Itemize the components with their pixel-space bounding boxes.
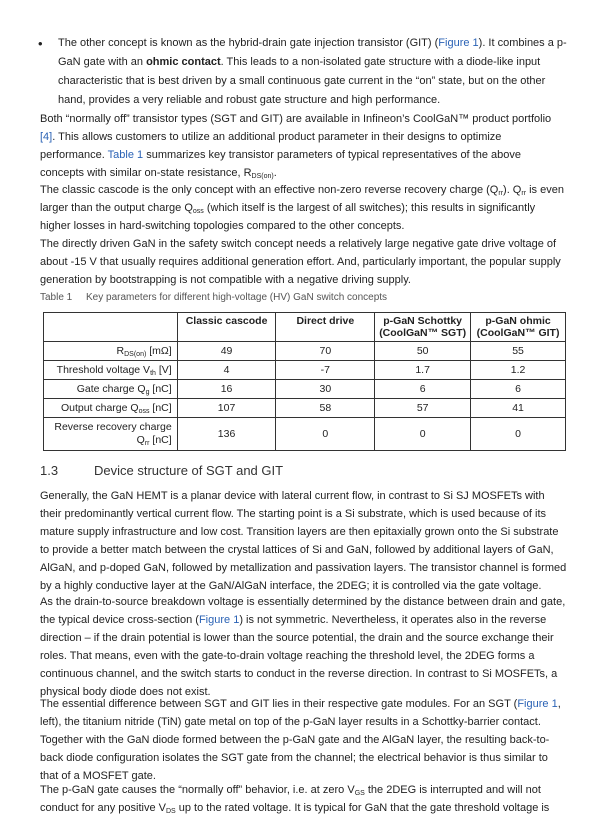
subscript: rr — [498, 190, 504, 197]
text-span: ). It combines a p-GaN gate with an — [58, 37, 567, 68]
table-header-row — [44, 313, 566, 342]
label-text: Q — [136, 434, 145, 446]
row-label-reverse-recovery-charge — [44, 418, 178, 451]
table-row — [44, 342, 566, 361]
table-cell: 1.2 — [471, 361, 566, 380]
label-unit: [mΩ] — [146, 345, 172, 357]
row-label-gate-charge — [44, 380, 178, 399]
figure-1-link[interactable]: Figure 1 — [198, 614, 240, 626]
text-span: . This allows customers to utilize an additional product parameter in their designs to optimize performance. — [40, 131, 502, 161]
label-text: R — [116, 345, 125, 357]
table-cell: 16 — [177, 380, 276, 399]
paragraph-breakdown-voltage — [40, 593, 568, 701]
paragraph-gate-modules — [40, 695, 568, 785]
section-heading — [40, 463, 283, 478]
text-span: summarizes key transistor parameters of typical representatives of the above concepts with similar on-state resistance, R — [40, 149, 521, 179]
table-cell: 1.7 — [375, 361, 471, 380]
table-cell: 6 — [375, 380, 471, 399]
table-row — [44, 361, 566, 380]
text-span: the 2DEG is interrupted and will not conduct for any positive V — [40, 784, 541, 814]
text-span: is even larger than the output charge Q — [40, 184, 564, 214]
subscript: DS(on) — [124, 351, 147, 358]
table-cell: 58 — [276, 399, 375, 418]
subscript: rr — [521, 190, 527, 197]
paragraph-normally-off — [40, 110, 568, 182]
table-cell: 57 — [375, 399, 471, 418]
header-empty-cell — [44, 313, 178, 342]
table-cell: 0 — [375, 418, 471, 451]
header-classic-cascode: Classic cascode — [177, 313, 276, 342]
table-row — [44, 418, 566, 451]
header-line: p-GaN ohmic — [485, 315, 551, 327]
bullet-dot: • — [38, 36, 43, 51]
row-label-rdson — [44, 342, 178, 361]
text-span: (which itself is the largest of all switches); this results in significantly higher losses in hard-switching topologies compared to the other concepts. — [40, 202, 536, 232]
text-span: Both “normally off” transistor types (SGT and GIT) are available in Infineon’s CoolGaN™ product portfolio — [40, 113, 552, 125]
label-text: Gate charge Q — [76, 383, 146, 395]
label-unit: [nC] — [149, 434, 172, 446]
text-span: As the drain-to-source breakdown voltage is essentially determined by the distance between drain and gate, the typical device cross-section ( — [40, 596, 566, 626]
header-p-gan-schottky — [375, 313, 471, 342]
table-cell: 136 — [177, 418, 276, 451]
table-cell: 49 — [177, 342, 276, 361]
subscript: oss — [138, 408, 150, 415]
section-number: 1.3 — [40, 463, 59, 478]
text-span: The essential difference between SGT and GIT lies in their respective gate modules. For an SGT ( — [40, 698, 518, 710]
table-cell: 30 — [276, 380, 375, 399]
parameter-table — [43, 312, 566, 451]
label-unit: [V] — [155, 364, 172, 376]
label-text: Threshold voltage V — [56, 364, 151, 376]
header-line: p-GaN Schottky — [383, 315, 463, 327]
text-span: ) is not symmetric. Nevertheless, it operates also in the reverse direction – if the drain potential is lower than the source potential, the drain and the source exchange their roles. That means, even with the gate-to-drain voltage reaching the threshold level, the 2DEG forms a continuous channel, and the switch starts to conduct in the reverse direction. In contrast to Si MOSFETs, a physical body diode does not exist. — [40, 614, 558, 698]
figure-1-link[interactable]: Figure 1 — [438, 37, 479, 49]
table-cell: 4 — [177, 361, 276, 380]
text-span: The other concept is known as the hybrid-drain gate injection transistor (GIT) ( — [58, 37, 439, 49]
label-unit: [nC] — [149, 402, 172, 414]
table-cell: 107 — [177, 399, 276, 418]
table-caption-text: Key parameters for different high-voltage (HV) GaN switch concepts — [86, 292, 388, 303]
paragraph-direct-drive: The directly driven GaN in the safety switch concept needs a relatively large negative gate drive voltage of about -15 V that usually requires additional generation effort. And, particularly important, the popular supply generation by bootstrapping is not compatible with a negative driving supply. — [40, 238, 561, 286]
reference-4-link[interactable]: [4] — [40, 131, 53, 143]
table-cell: 50 — [375, 342, 471, 361]
row-label-output-charge — [44, 399, 178, 418]
label-unit: [nC] — [149, 383, 172, 395]
text-span: ). Q — [503, 184, 522, 196]
bold-ohmic-contact: ohmic contact — [146, 56, 221, 68]
subscript: g — [145, 389, 150, 396]
table-1-link[interactable]: Table 1 — [107, 149, 144, 161]
bullet-paragraph-git — [38, 34, 568, 110]
paragraph-gan-hemt: Generally, the GaN HEMT is a planar device with lateral current flow, in contrast to Si SJ MOSFETs with their predominantly vertical current flow. The starting point is a Si substrate, which is used because of its mature supply infrastructure and low cost. Transition layers are then epitaxially grown onto the Si substrate to provide a better match between the crystal lattices of Si and GaN, followed by additional layers of GaN, AlGaN, and p-doped GaN, followed by metallization and passivation layers. The transistor channel is formed by a highly conductive layer at the GaN/AlGaN interface, the 2DEG; it is controlled via the gate voltage. — [40, 490, 567, 592]
subscript: rr — [144, 440, 150, 447]
table-caption-number: Table 1 — [40, 292, 73, 303]
table-row — [44, 399, 566, 418]
table-cell: 0 — [471, 418, 566, 451]
subscript: GS — [354, 790, 365, 797]
header-line: (CoolGaN™ GIT) — [476, 327, 560, 339]
table-cell: 0 — [276, 418, 375, 451]
section-title: Device structure of SGT and GIT — [94, 463, 284, 478]
text-span: The p-GaN gate causes the “normally off” behavior, i.e. at zero V — [40, 784, 355, 796]
header-line: (CoolGaN™ SGT) — [379, 327, 467, 339]
table-cell: 55 — [471, 342, 566, 361]
subscript: DS(on) — [251, 173, 274, 180]
paragraph-p-gan-gate — [40, 781, 568, 817]
text-span: , left), the titanium nitride (TiN) gate metal on top of the p-GaN layer results in a Schottky-barrier contact. Together with the GaN diode formed between the p-GaN gate and the AlGaN layer, the resulting back-to-back diode configuration isolates the SGT gate from the channel; the electrical behavior is thus similar to that of a MOSFET gate. — [40, 698, 561, 782]
table-caption — [40, 292, 568, 303]
table-cell: 41 — [471, 399, 566, 418]
table-row — [44, 380, 566, 399]
label-text: Reverse recovery charge — [54, 421, 172, 433]
table-cell: -7 — [276, 361, 375, 380]
header-p-gan-ohmic — [471, 313, 566, 342]
table-cell: 70 — [276, 342, 375, 361]
header-direct-drive: Direct drive — [276, 313, 375, 342]
text-span: . This leads to a non-isolated gate structure with a diode-like input characteristic that is best driven by a small continuous gate current in the “on” state, but on the other hand, provides a very reliable and robust gate structure and high performance. — [58, 56, 546, 106]
row-label-threshold-voltage — [44, 361, 178, 380]
text-span: up to the rated voltage. It is typical for GaN that the gate threshold voltage is — [175, 802, 550, 814]
text-span: The classic cascode is the only concept with an effective non-zero reverse recovery charge (Q — [40, 184, 499, 196]
paragraph-cascode — [40, 181, 568, 235]
subscript: oss — [192, 208, 204, 215]
table-cell: 6 — [471, 380, 566, 399]
figure-1-link[interactable]: Figure 1 — [517, 698, 558, 710]
subscript: th — [150, 370, 156, 377]
text-span: . — [273, 167, 277, 179]
label-text: Output charge Q — [60, 402, 139, 414]
subscript: DS — [165, 808, 176, 815]
